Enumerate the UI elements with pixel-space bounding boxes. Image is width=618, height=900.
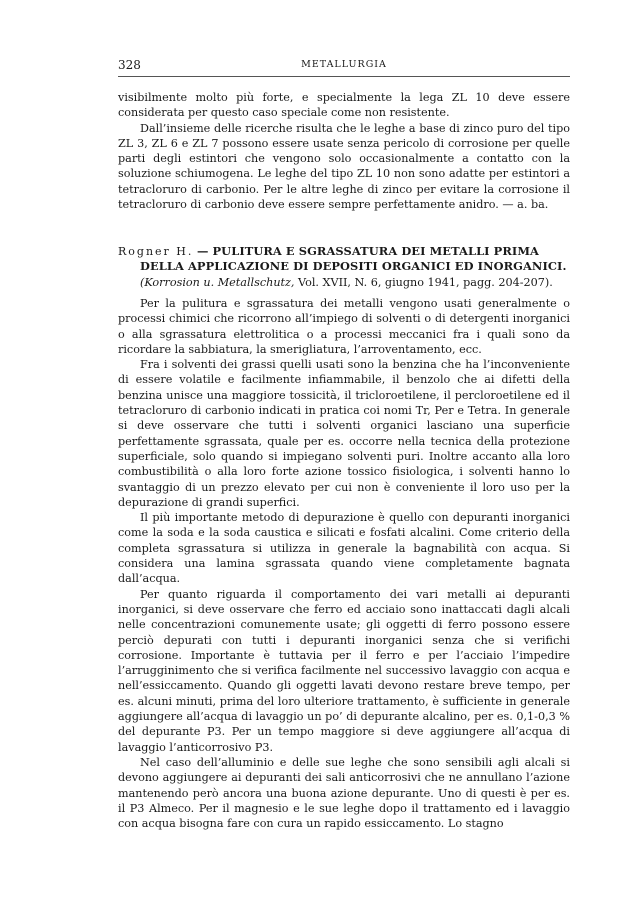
title-line-1: — PULITURA E SGRASSATURA DEI METALLI PRIMA <box>196 244 539 258</box>
header-rule <box>118 76 570 77</box>
previous-article-text <box>118 90 570 212</box>
page-number: 328 <box>118 58 141 72</box>
paragraph: Fra i solventi dei grassi quelli usati sono la benzina che ha l’inconveniente di essere volatile e facilmente infiammabile, il benzolo che ai difetti della benzina unisce una maggiore tossicità, il tricloroetilene, il percloroetilene ed il tetracloruro di carbonio indicati in pratica coi nomi Tr, Per e Tetra. In generale si deve osservare che tutti i solventi organici lasciano una superficie perfettamente sgrassata, quale per es. occorre nella tecnica della protezione superficiale, solo quando si impiegano solventi puri. Inoltre accanto alla loro combustibilità o alla loro forte azione tossico fisiologica, i solventi hanno lo svantaggio di un prezzo elevato per cui non è conveniente il loro uso per la depurazione di grandi superfici. <box>118 358 570 509</box>
title-line <box>118 244 592 259</box>
article-body <box>118 296 570 831</box>
citation <box>140 275 592 290</box>
author: Rogner H. <box>118 245 194 258</box>
paragraph: Per quanto riguarda il comportamento dei vari metalli ai depuranti inorganici, si deve osservare che ferro ed acciaio sono inattaccati dagli alcali nelle concentrazioni comunemente usate; gli oggetti di ferro possono essere perciò depurati con tutti i depuranti inorganici senza che si verifichi corrosione. Importante è tuttavia per il ferro e per l’acciaio l’impedire l’arrugginimento che si verifica facilmente nel successivo lavaggio con acqua e nell’essiccamento. Quando gli oggetti lavati devono restare breve tempo, per es. alcuni minuti, prima del loro ulteriore trattamento, è sufficiente in generale aggiungere all’acqua di lavaggio un po’ di depurante alcalino, per es. 0,1-0,3 % del depurante P3. Per un tempo maggiore si deve aggiungere all’acqua di lavaggio l’anticorrosivo P3. <box>118 587 570 754</box>
running-title: METALLURGIA <box>301 59 387 70</box>
paragraph: Dall’insieme delle ricerche risulta che le leghe a base di zinco puro del tipo ZL 3, ZL 6 e ZL 7 possono essere usate senza pericolo di corrosione per quelle parti degli estintori che vengono solo occasionalmente a contatto con la soluzione schiumogena. Le leghe del tipo ZL 10 non sono adatte per estintori a tetracloruro di carbonio. Per le altre leghe di zinco per evitare la corrosione il tetracloruro di carbonio deve essere sempre perfettamente anidro. — a. ba. <box>118 121 570 212</box>
paragraph: Nel caso dell’alluminio e delle sue leghe che sono sensibili agli alcali si devono aggiungere ai depuranti dei sali anticorrosivi che ne annullano l’azione mantenendo però ancora una buona azione depurante. Uno di questi è per es. il P3 Almeco. Per il magnesio e le sue leghe dopo il trattamento ed i lavaggio con acqua bisogna fare con cura un rapido essiccamento. Lo stagno <box>118 755 570 831</box>
paragraph: visibilmente molto più forte, e specialmente la lega ZL 10 deve essere considerata per questo caso speciale come non resistente. <box>118 91 570 120</box>
paragraph: Per la pulitura e sgrassatura dei metalli vengono usati generalmente o processi chimici che ricorrono all’impiego di solventi o di detergenti inorganici o alla sgrassatura elettrolitica o a processi meccanici fra i quali sono da ricordare la sabbiatura, la smerigliatura, l’arroventamento, ecc. <box>118 297 570 356</box>
citation-details: Vol. XVII, N. 6, giugno 1941, pagg. 204-207). <box>298 275 553 289</box>
article-heading <box>118 244 592 290</box>
title-line-2: DELLA APPLICAZIONE DI DEPOSITI ORGANICI ED INORGANICI. <box>140 259 567 274</box>
journal-name: (Korrosion u. Metallschutz, <box>140 275 295 289</box>
page-header <box>118 58 570 76</box>
paragraph: Il più importante metodo di depurazione è quello con depuranti inorganici come la soda e la soda caustica e silicati e fosfati alcalini. Come criterio della completa sgrassatura si utilizza in generale la bagnabilità con acqua. Si considera una lamina sgrassata quando viene completamente bagnata dall’acqua. <box>118 511 570 586</box>
